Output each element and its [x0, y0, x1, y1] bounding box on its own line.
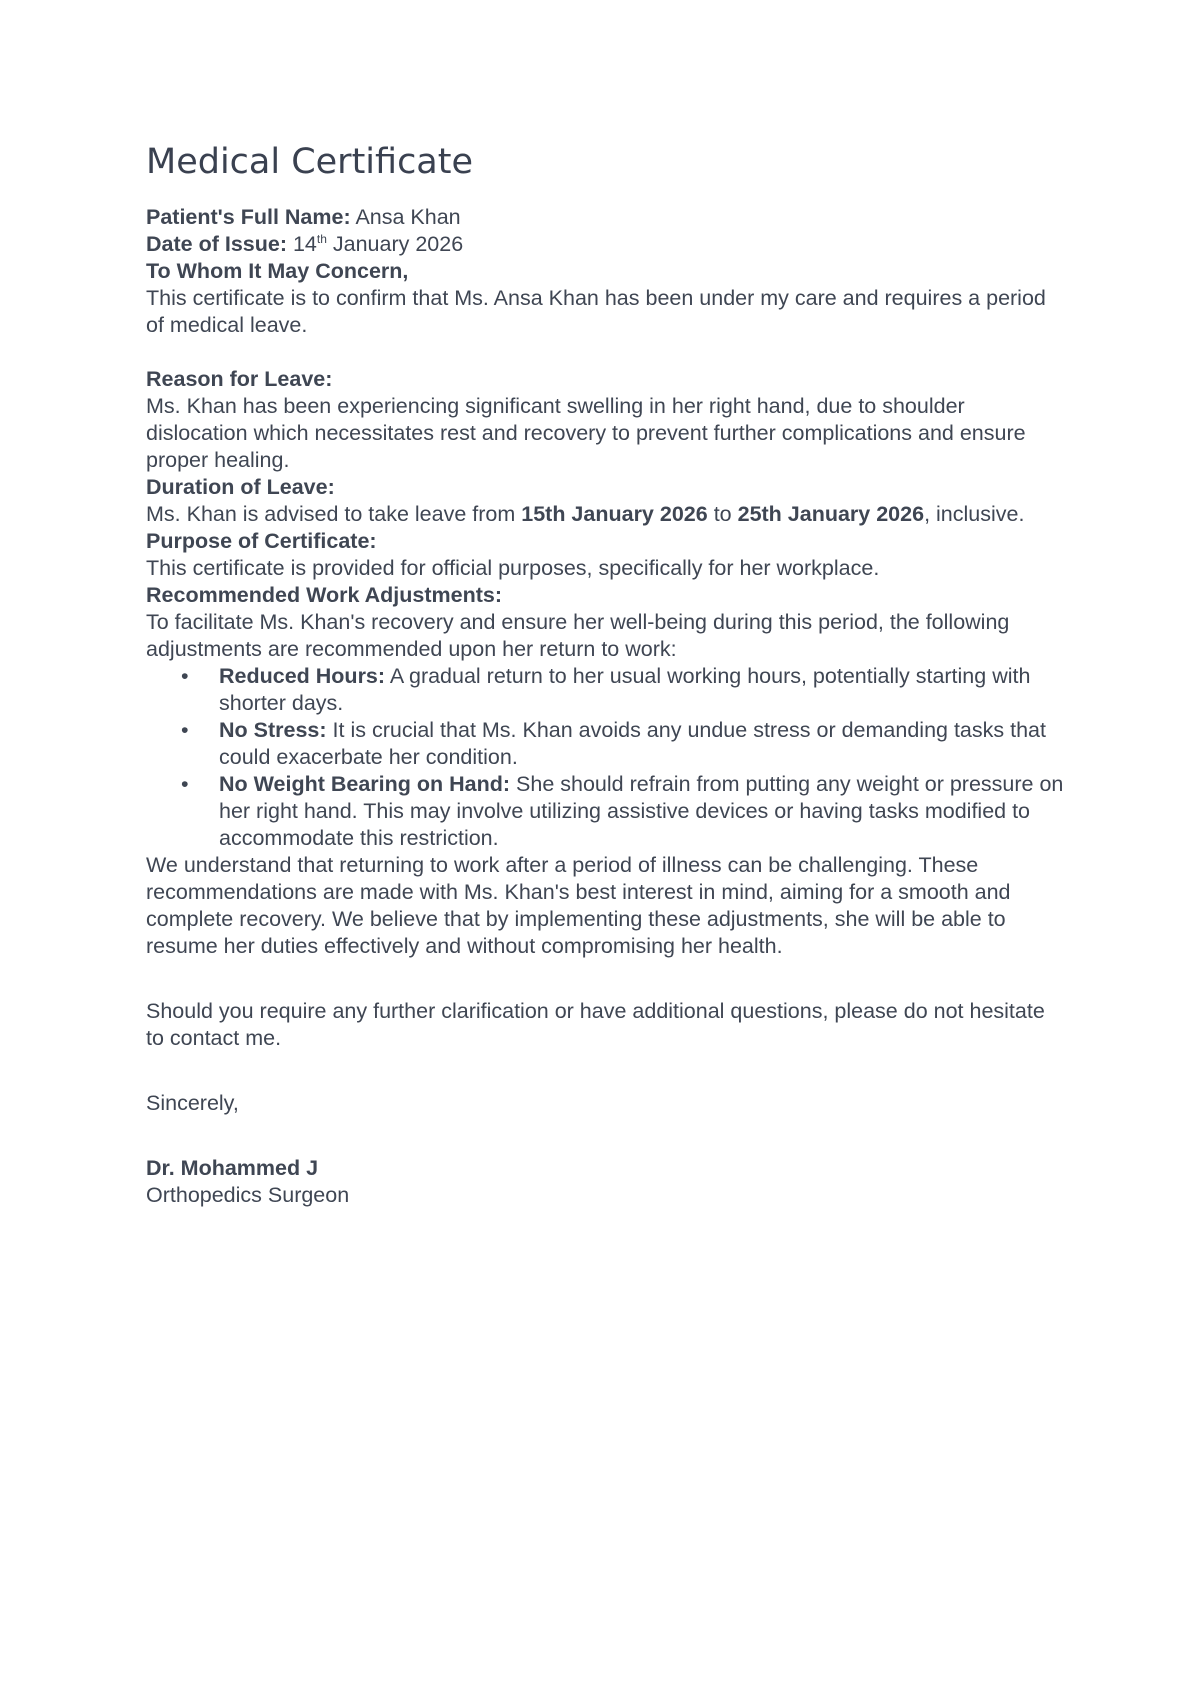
- patient-name-value: Ansa Khan: [355, 205, 461, 229]
- intro-paragraph: This certificate is to confirm that Ms. Ansa Khan has been under my care and requires a period of medical leave.: [146, 286, 1046, 337]
- duration-text-mid: to: [713, 502, 732, 526]
- purpose-heading: Purpose of Certificate:: [146, 529, 377, 553]
- adjustments-intro: To facilitate Ms. Khan's recovery and ensure her well-being during this period, the following adjustments are recommended upon her return to work:: [146, 610, 1010, 661]
- duration-text-before: Ms. Khan is advised to take leave from: [146, 502, 516, 526]
- reason-heading: Reason for Leave:: [146, 367, 333, 391]
- list-item: [181, 663, 1066, 717]
- patient-name-line: [146, 204, 1066, 231]
- page-title: Medical Certificate: [146, 142, 474, 182]
- adjustments-list: [146, 663, 1066, 852]
- list-item: [181, 717, 1066, 771]
- adjustment-label: No Weight Bearing on Hand:: [219, 772, 511, 796]
- reason-text: Ms. Khan has been experiencing significant swelling in her right hand, due to shoulder dislocation which necessitates rest and recovery to prevent further complications and ensure proper healing.: [146, 394, 1026, 472]
- leave-end-date: 25th January 2026: [737, 502, 925, 526]
- closing-paragraph: We understand that returning to work after a period of illness can be challenging. These recommendations are made with Ms. Khan's best interest in mind, aiming for a smooth and complete recovery. We believe that by implementing these adjustments, she will be able to resume her duties effectively and without compromising her health.: [146, 853, 1011, 958]
- doctor-name: Dr. Mohammed J: [146, 1156, 319, 1180]
- bullet-icon: •: [181, 664, 189, 688]
- purpose-text: This certificate is provided for official purposes, specifically for her workplace.: [146, 556, 880, 580]
- salutation: To Whom It May Concern,: [146, 259, 409, 283]
- duration-text: [146, 501, 1066, 528]
- bullet-icon: •: [181, 718, 189, 742]
- issue-date-day: 14: [292, 232, 317, 256]
- leave-start-date: 15th January 2026: [521, 502, 708, 526]
- issue-date-rest: January 2026: [332, 232, 464, 256]
- bullet-icon: •: [181, 772, 189, 796]
- adjustment-text: A gradual return to her usual working hours, potentially starting with shorter days.: [219, 664, 1031, 715]
- contact-paragraph: Should you require any further clarification or have additional questions, please do not hesitate to contact me.: [146, 999, 1045, 1050]
- adjustments-heading: Recommended Work Adjustments:: [146, 583, 502, 607]
- duration-text-after: , inclusive.: [924, 502, 1025, 526]
- doctor-title: Orthopedics Surgeon: [146, 1183, 350, 1207]
- issue-date-label: Date of Issue:: [146, 232, 287, 256]
- issue-date-suffix: th: [316, 231, 327, 246]
- list-item: [181, 771, 1066, 852]
- duration-heading: Duration of Leave:: [146, 475, 335, 499]
- adjustment-label: No Stress:: [219, 718, 327, 742]
- issue-date-line: [146, 231, 1066, 258]
- adjustment-text: It is crucial that Ms. Khan avoids any undue stress or demanding tasks that could exacerbate her condition.: [219, 718, 1046, 769]
- adjustment-label: Reduced Hours:: [219, 664, 386, 688]
- certificate-page: [146, 140, 1066, 1209]
- patient-name-label: Patient's Full Name:: [146, 205, 351, 229]
- signoff: Sincerely,: [146, 1091, 239, 1115]
- adjustment-text: She should refrain from putting any weight or pressure on her right hand. This may involve utilizing assistive devices or having tasks modified to accommodate this restriction.: [219, 772, 1064, 850]
